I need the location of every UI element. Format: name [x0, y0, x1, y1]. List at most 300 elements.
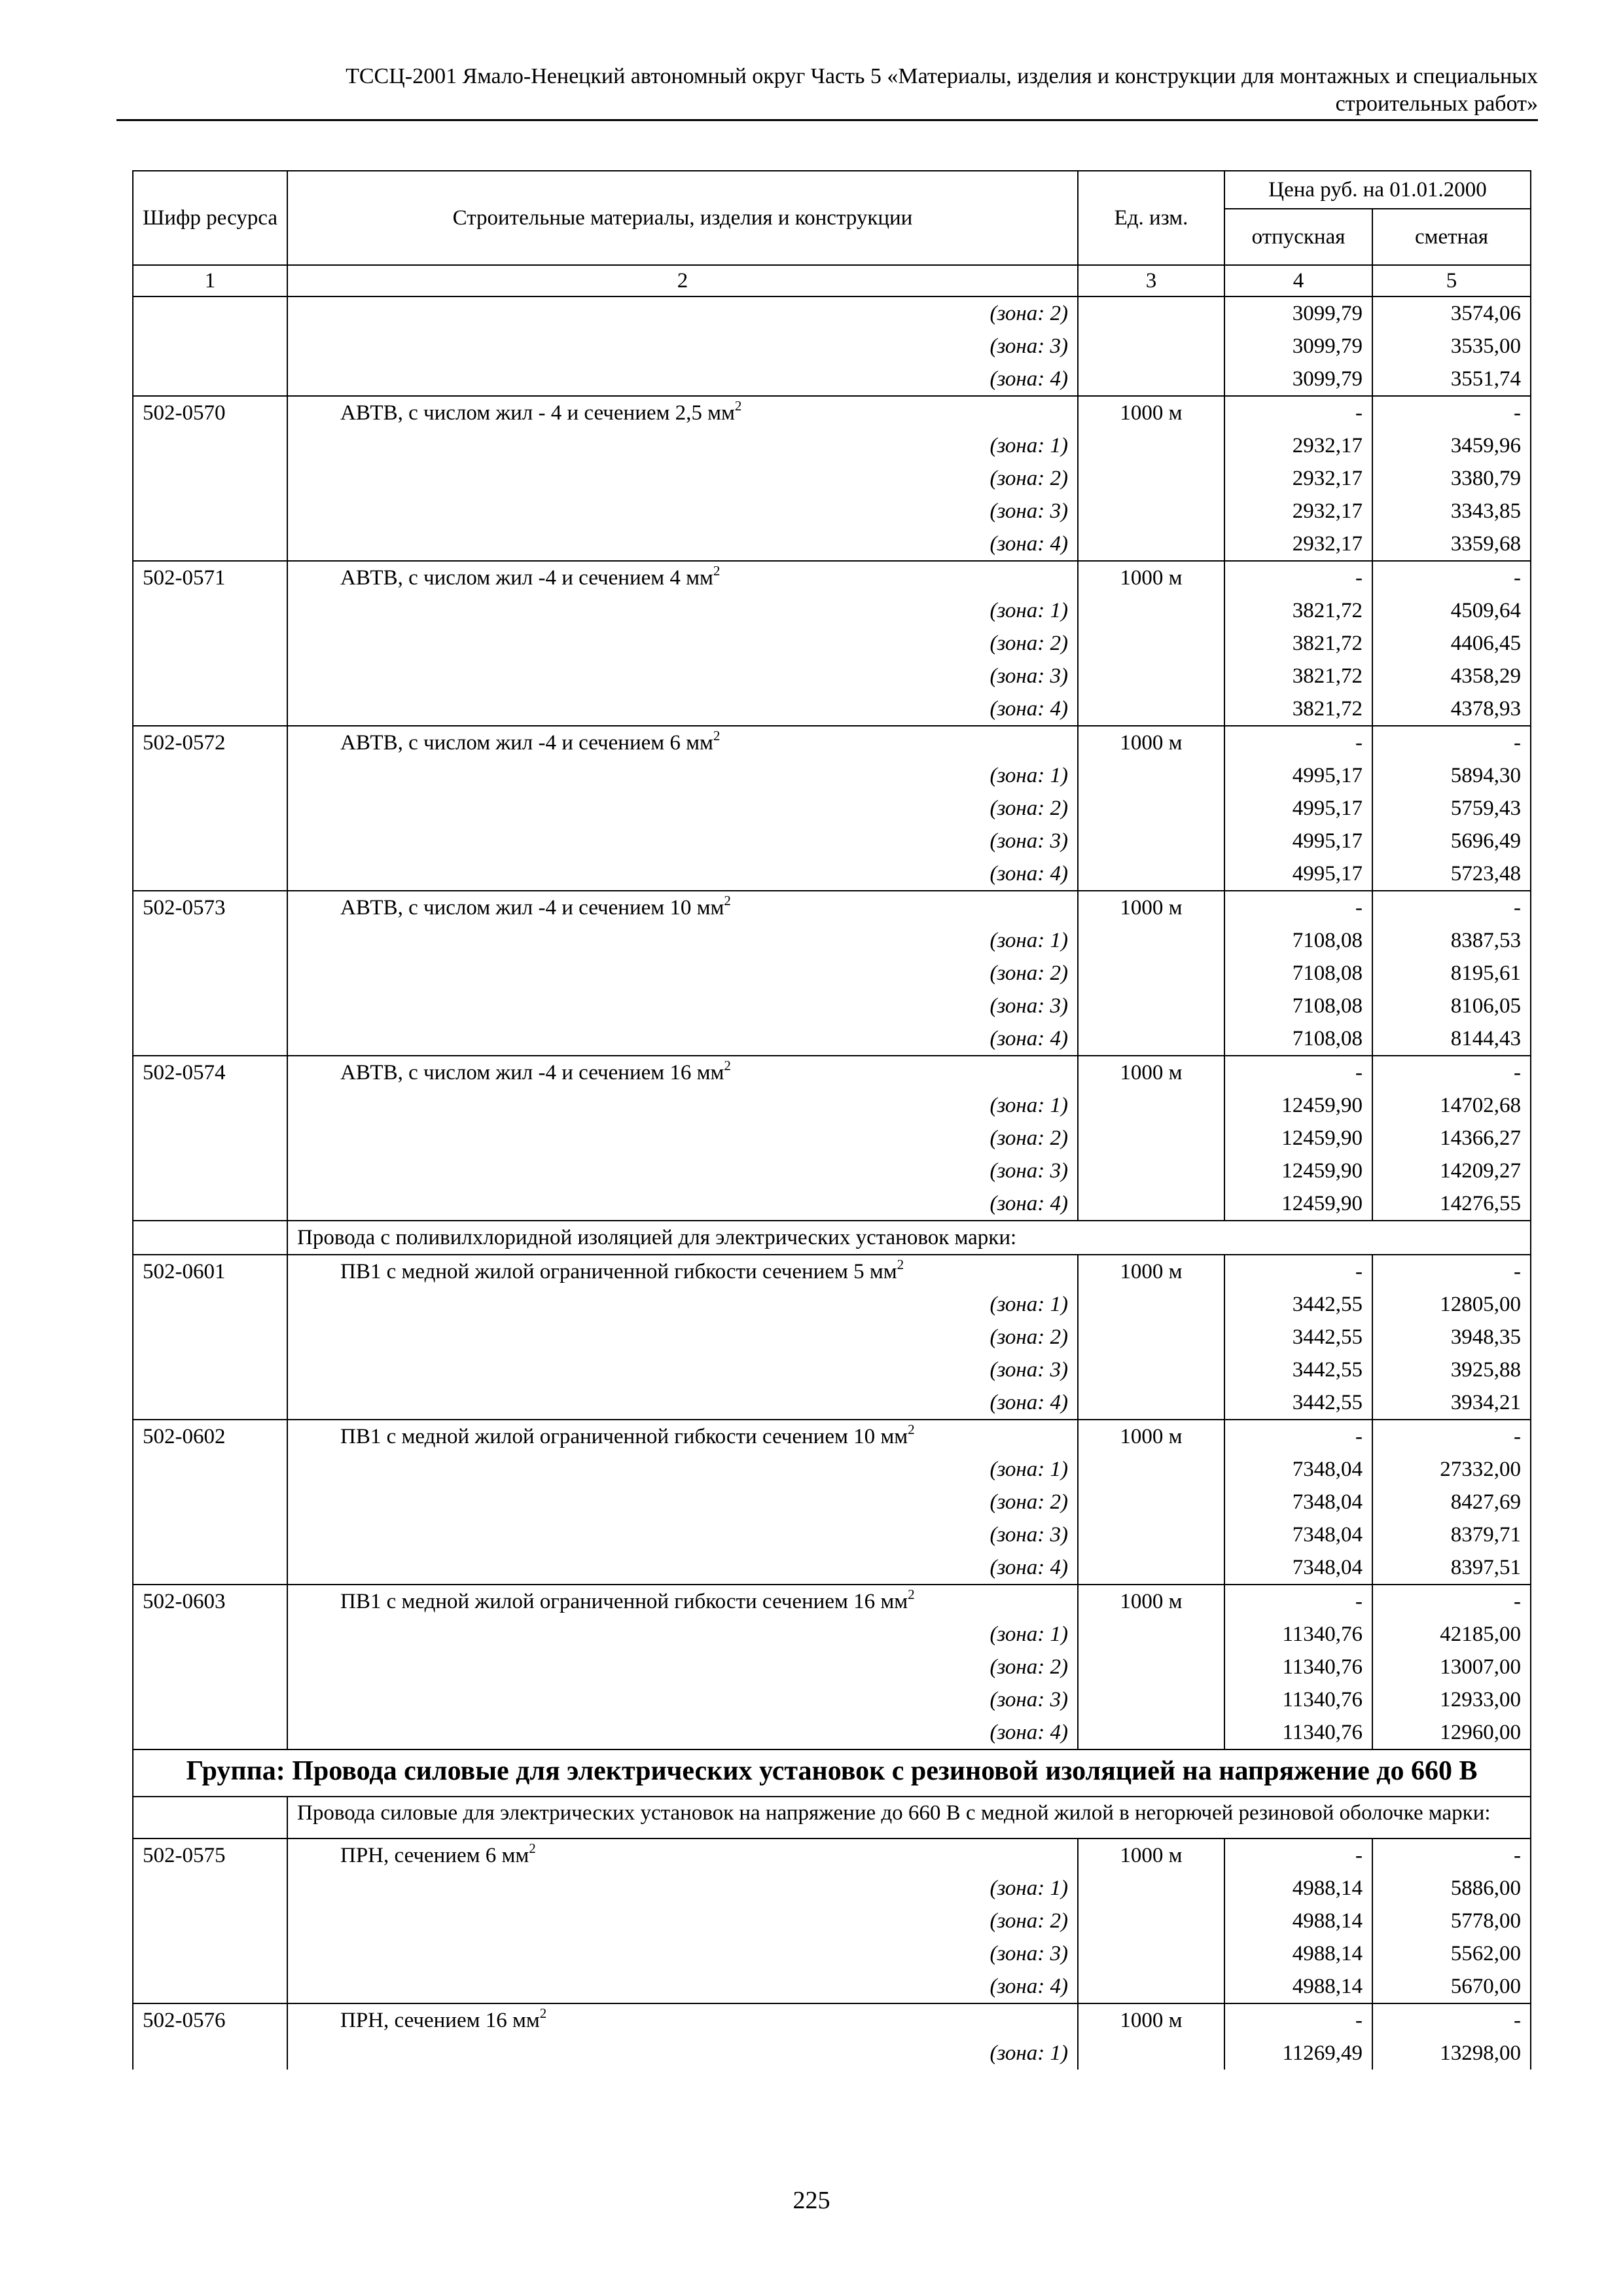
estimate-price: - [1372, 561, 1531, 594]
release-price: 11340,76 [1224, 1651, 1372, 1683]
unit-superscript: 2 [908, 1587, 915, 1602]
release-price: 4995,17 [1224, 857, 1372, 891]
zone-label: (зона: 3) [287, 1937, 1078, 1970]
release-price: - [1224, 2003, 1372, 2037]
group-heading: Группа: Провода силовые для электрических установок с резиновой изоляцией на напряжение до 660 В [133, 1749, 1531, 1797]
estimate-price: 5759,43 [1372, 792, 1531, 825]
release-price: 2932,17 [1224, 462, 1372, 495]
unit-cell-empty [1078, 363, 1224, 396]
estimate-price: - [1372, 1255, 1531, 1288]
zone-label: (зона: 1) [287, 429, 1078, 462]
zone-row [133, 1716, 1531, 1749]
zone-label: (зона: 2) [287, 792, 1078, 825]
release-price: 7108,08 [1224, 1022, 1372, 1056]
release-price: 12459,90 [1224, 1187, 1372, 1221]
zone-label: (зона: 3) [287, 1155, 1078, 1187]
table-header [133, 171, 1531, 296]
code-cell-empty [133, 1551, 287, 1585]
item-row [133, 891, 1531, 924]
header-unit: Ед. изм. [1078, 171, 1224, 265]
page-number: 225 [793, 2187, 830, 2214]
zone-row [133, 1937, 1531, 1970]
unit: 1000 м [1078, 396, 1224, 429]
zone-row [133, 957, 1531, 990]
material-name [287, 396, 1078, 429]
item-row [133, 2003, 1531, 2037]
estimate-price: 14366,27 [1372, 1122, 1531, 1155]
estimate-price: 8144,43 [1372, 1022, 1531, 1056]
unit-cell-empty [1078, 792, 1224, 825]
estimate-price: 5696,49 [1372, 825, 1531, 857]
column-number: 4 [1224, 265, 1372, 296]
release-price: - [1224, 1839, 1372, 1872]
resource-code: 502-0573 [133, 891, 287, 924]
code-cell-empty [133, 825, 287, 857]
estimate-price: 3343,85 [1372, 495, 1531, 528]
code-cell-empty [133, 495, 287, 528]
code-cell-empty [133, 1321, 287, 1354]
material-name-text: ПВ1 с медной жилой ограниченной гибкости сечением 16 мм [340, 1590, 908, 1613]
unit-superscript: 2 [529, 1840, 536, 1856]
estimate-price: - [1372, 2003, 1531, 2037]
code-cell-empty [133, 1022, 287, 1056]
header-code: Шифр ресурса [133, 171, 287, 265]
unit-superscript: 2 [734, 398, 742, 414]
zone-row [133, 1683, 1531, 1716]
release-price: 11340,76 [1224, 1716, 1372, 1749]
release-price: 12459,90 [1224, 1089, 1372, 1122]
zone-row [133, 1354, 1531, 1386]
unit-cell-empty [1078, 528, 1224, 561]
release-price: 3821,72 [1224, 660, 1372, 692]
zone-label: (зона: 3) [287, 1518, 1078, 1551]
release-price: 4988,14 [1224, 1905, 1372, 1937]
zone-row [133, 462, 1531, 495]
release-price: - [1224, 726, 1372, 759]
zone-label: (зона: 3) [287, 495, 1078, 528]
header-name: Строительные материалы, изделия и конструкции [287, 171, 1078, 265]
zone-label: (зона: 1) [287, 1089, 1078, 1122]
code-cell-empty [133, 1453, 287, 1486]
estimate-price: 13007,00 [1372, 1651, 1531, 1683]
release-price: 7348,04 [1224, 1518, 1372, 1551]
resource-code: 502-0576 [133, 2003, 287, 2037]
unit: 1000 м [1078, 1056, 1224, 1089]
code-cell-empty [133, 1651, 287, 1683]
release-price: 4995,17 [1224, 825, 1372, 857]
zone-label: (зона: 4) [287, 1386, 1078, 1420]
material-name-text: АВТВ, с числом жил -4 и сечением 6 мм [340, 731, 713, 755]
estimate-price: 3948,35 [1372, 1321, 1531, 1354]
zone-row [133, 1122, 1531, 1155]
release-price: 7348,04 [1224, 1453, 1372, 1486]
zone-label: (зона: 2) [287, 1122, 1078, 1155]
code-cell-empty [133, 1716, 287, 1749]
zone-row [133, 1288, 1531, 1321]
zone-row [133, 792, 1531, 825]
estimate-price: - [1372, 1056, 1531, 1089]
release-price: 4988,14 [1224, 1872, 1372, 1905]
zone-label: (зона: 1) [287, 2037, 1078, 2070]
code-cell-empty [133, 692, 287, 726]
unit-cell-empty [1078, 330, 1224, 363]
unit-cell-empty [1078, 1122, 1224, 1155]
unit-superscript: 2 [539, 2005, 547, 2021]
material-name [287, 561, 1078, 594]
code-cell-empty [133, 363, 287, 396]
estimate-price: 4358,29 [1372, 660, 1531, 692]
code-cell-empty [133, 1122, 287, 1155]
header-rule [116, 119, 1538, 121]
column-number: 5 [1372, 265, 1531, 296]
zone-row [133, 1905, 1531, 1937]
unit-cell-empty [1078, 857, 1224, 891]
estimate-price: 12805,00 [1372, 1288, 1531, 1321]
zone-row [133, 429, 1531, 462]
subheading-rubber: Провода силовые для электрических установок на напряжение до 660 В с медной жилой в негорючей резиновой оболочке марки: [287, 1797, 1531, 1839]
item-row [133, 1839, 1531, 1872]
zone-row [133, 1486, 1531, 1518]
item-row [133, 1056, 1531, 1089]
unit-cell-empty [1078, 1716, 1224, 1749]
resource-code: 502-0601 [133, 1255, 287, 1288]
item-row [133, 1255, 1531, 1288]
estimate-price: 8397,51 [1372, 1551, 1531, 1585]
estimate-price: - [1372, 1585, 1531, 1618]
unit-cell-empty [1078, 957, 1224, 990]
item-row [133, 1420, 1531, 1453]
code-cell-empty [133, 296, 287, 330]
unit: 1000 м [1078, 1585, 1224, 1618]
item-row [133, 396, 1531, 429]
group-section [133, 1749, 1531, 1839]
zone-label: (зона: 1) [287, 759, 1078, 792]
zone-label: (зона: 2) [287, 1651, 1078, 1683]
release-price: 2932,17 [1224, 528, 1372, 561]
header-price: Цена руб. на 01.01.2000 [1224, 171, 1531, 209]
unit: 1000 м [1078, 561, 1224, 594]
estimate-price: 4378,93 [1372, 692, 1531, 726]
code-cell-empty [133, 330, 287, 363]
unit-superscript: 2 [713, 728, 721, 744]
zone-row [133, 1089, 1531, 1122]
release-price: 3099,79 [1224, 363, 1372, 396]
estimate-price: - [1372, 1839, 1531, 1872]
release-price: 7348,04 [1224, 1551, 1372, 1585]
unit-cell-empty [1078, 1453, 1224, 1486]
unit-superscript: 2 [713, 563, 721, 579]
zone-row [133, 1872, 1531, 1905]
release-price: 3821,72 [1224, 627, 1372, 660]
material-name [287, 1056, 1078, 1089]
zone-row [133, 924, 1531, 957]
zone-row [133, 594, 1531, 627]
unit: 1000 м [1078, 1839, 1224, 1872]
column-number: 2 [287, 265, 1078, 296]
zone-label: (зона: 4) [287, 1187, 1078, 1221]
zone-label: (зона: 1) [287, 1872, 1078, 1905]
zone-label: (зона: 1) [287, 924, 1078, 957]
unit-cell-empty [1078, 1187, 1224, 1221]
estimate-price: 3925,88 [1372, 1354, 1531, 1386]
code-cell-empty [133, 990, 287, 1022]
prn-items [133, 1839, 1531, 2070]
unit-cell-empty [1078, 759, 1224, 792]
unit-cell-empty [1078, 1970, 1224, 2003]
estimate-price: 13298,00 [1372, 2037, 1531, 2070]
estimate-price: - [1372, 1420, 1531, 1453]
subheading-pvc: Провода с поливилхлоридной изоляцией для электрических установок марки: [287, 1221, 1531, 1255]
zone-label: (зона: 3) [287, 1354, 1078, 1386]
code-cell-empty [133, 1618, 287, 1651]
estimate-price: - [1372, 726, 1531, 759]
zone-label: (зона: 4) [287, 1551, 1078, 1585]
zone-label: (зона: 2) [287, 296, 1078, 330]
zone-label: (зона: 4) [287, 363, 1078, 396]
unit-cell-empty [1078, 1321, 1224, 1354]
release-price: 7108,08 [1224, 924, 1372, 957]
estimate-price: 42185,00 [1372, 1618, 1531, 1651]
unit-cell-empty [1078, 1288, 1224, 1321]
release-price: 3442,55 [1224, 1354, 1372, 1386]
zone-label: (зона: 1) [287, 1288, 1078, 1321]
release-price: 11269,49 [1224, 2037, 1372, 2070]
zone-label: (зона: 4) [287, 528, 1078, 561]
resource-code: 502-0571 [133, 561, 287, 594]
estimate-price: 3934,21 [1372, 1386, 1531, 1420]
zone-label: (зона: 2) [287, 1905, 1078, 1937]
zone-label: (зона: 4) [287, 1970, 1078, 2003]
running-header-line-2: строительных работ» [1335, 92, 1538, 116]
release-price: - [1224, 561, 1372, 594]
zone-row [133, 1155, 1531, 1187]
header-estimate-price: сметная [1372, 209, 1531, 265]
release-price: 12459,90 [1224, 1155, 1372, 1187]
unit-cell-empty [1078, 1022, 1224, 1056]
resource-code: 502-0575 [133, 1839, 287, 1872]
material-name-text: АВТВ, с числом жил -4 и сечением 4 мм [340, 566, 713, 590]
code-cell-empty [133, 1288, 287, 1321]
release-price: 11340,76 [1224, 1618, 1372, 1651]
release-price: - [1224, 1585, 1372, 1618]
zone-row [133, 692, 1531, 726]
unit-cell-empty [1078, 1518, 1224, 1551]
code-cell-empty [133, 759, 287, 792]
unit-cell-empty [1078, 594, 1224, 627]
zone-row [133, 1022, 1531, 1056]
release-price: 3442,55 [1224, 1386, 1372, 1420]
unit-superscript: 2 [724, 893, 731, 908]
zone-row [133, 495, 1531, 528]
unit: 1000 м [1078, 726, 1224, 759]
zone-row [133, 363, 1531, 396]
code-cell-empty [133, 1937, 287, 1970]
zone-row [133, 1187, 1531, 1221]
release-price: - [1224, 1056, 1372, 1089]
resource-code: 502-0574 [133, 1056, 287, 1089]
zone-label: (зона: 1) [287, 1618, 1078, 1651]
running-header-line-1: ТССЦ-2001 Ямало-Ненецкий автономный округ Часть 5 «Материалы, изделия и конструкции для монтажных и специальных [346, 64, 1538, 88]
estimate-price: 8379,71 [1372, 1518, 1531, 1551]
material-name [287, 726, 1078, 759]
release-price: 4995,17 [1224, 792, 1372, 825]
estimate-price: 3359,68 [1372, 528, 1531, 561]
estimate-price: 3459,96 [1372, 429, 1531, 462]
code-cell-empty [133, 1518, 287, 1551]
code-cell-empty [133, 462, 287, 495]
zone-row [133, 2037, 1531, 2070]
column-number: 1 [133, 265, 287, 296]
unit-cell-empty [1078, 1386, 1224, 1420]
release-price: 12459,90 [1224, 1122, 1372, 1155]
zone-row [133, 1453, 1531, 1486]
code-cell-empty [133, 1683, 287, 1716]
zone-row [133, 296, 1531, 330]
estimate-price: 3574,06 [1372, 296, 1531, 330]
unit-cell-empty [1078, 990, 1224, 1022]
zone-row [133, 1618, 1531, 1651]
estimate-price: 5723,48 [1372, 857, 1531, 891]
estimate-price: 4509,64 [1372, 594, 1531, 627]
release-price: 3442,55 [1224, 1288, 1372, 1321]
material-name-text: АВТВ, с числом жил -4 и сечением 10 мм [340, 896, 724, 920]
code-cell-empty [133, 660, 287, 692]
unit: 1000 м [1078, 1255, 1224, 1288]
zone-label: (зона: 1) [287, 1453, 1078, 1486]
estimate-price: 3380,79 [1372, 462, 1531, 495]
zone-row [133, 825, 1531, 857]
estimate-price: 5894,30 [1372, 759, 1531, 792]
zone-label: (зона: 2) [287, 462, 1078, 495]
item-row [133, 1585, 1531, 1618]
code-cell-empty [133, 594, 287, 627]
header-release-price: отпускная [1224, 209, 1372, 265]
resource-code: 502-0570 [133, 396, 287, 429]
estimate-price: 8106,05 [1372, 990, 1531, 1022]
code-cell-empty [133, 1354, 287, 1386]
zone-label: (зона: 1) [287, 594, 1078, 627]
zone-label: (зона: 2) [287, 1321, 1078, 1354]
material-name-text: ПВ1 с медной жилой ограниченной гибкости сечением 5 мм [340, 1260, 897, 1283]
zone-row [133, 528, 1531, 561]
material-name-text: ПРН, сечением 6 мм [340, 1844, 529, 1867]
zone-row [133, 1551, 1531, 1585]
unit-cell-empty [1078, 1486, 1224, 1518]
estimate-price: 3535,00 [1372, 330, 1531, 363]
zone-row [133, 1651, 1531, 1683]
zone-row [133, 990, 1531, 1022]
material-name-text: ПВ1 с медной жилой ограниченной гибкости сечением 10 мм [340, 1425, 908, 1448]
estimate-price: - [1372, 396, 1531, 429]
item-row [133, 561, 1531, 594]
zone-label: (зона: 4) [287, 1716, 1078, 1749]
material-name [287, 891, 1078, 924]
release-price: 7348,04 [1224, 1486, 1372, 1518]
zone-label: (зона: 2) [287, 1486, 1078, 1518]
release-price: 2932,17 [1224, 429, 1372, 462]
zone-row [133, 759, 1531, 792]
unit-cell-empty [1078, 1354, 1224, 1386]
avtv-items [133, 396, 1531, 1221]
pvc-subheading-section [133, 1221, 1531, 1255]
code-cell-empty [133, 627, 287, 660]
zone-row [133, 1518, 1531, 1551]
zone-label: (зона: 2) [287, 627, 1078, 660]
resource-code: 502-0602 [133, 1420, 287, 1453]
material-name-text: АВТВ, с числом жил - 4 и сечением 2,5 мм [340, 401, 735, 425]
release-price: - [1224, 396, 1372, 429]
code-cell-empty [133, 1486, 287, 1518]
code-cell-empty [133, 924, 287, 957]
estimate-price: 5886,00 [1372, 1872, 1531, 1905]
release-price: 4988,14 [1224, 1970, 1372, 2003]
release-price: - [1224, 1255, 1372, 1288]
column-number: 3 [1078, 265, 1224, 296]
unit-cell-empty [1078, 2037, 1224, 2070]
unit-cell-empty [1078, 1651, 1224, 1683]
estimate-price: 14209,27 [1372, 1155, 1531, 1187]
item-row [133, 726, 1531, 759]
material-name-text: ПРН, сечением 16 мм [340, 2009, 540, 2032]
zone-label: (зона: 3) [287, 990, 1078, 1022]
release-price: 4988,14 [1224, 1937, 1372, 1970]
release-price: - [1224, 891, 1372, 924]
unit-cell-empty [1078, 495, 1224, 528]
estimate-price: 4406,45 [1372, 627, 1531, 660]
unit-superscript: 2 [897, 1257, 904, 1272]
price-table [132, 170, 1531, 2070]
estimate-price: 5562,00 [1372, 1937, 1531, 1970]
code-cell-empty [133, 429, 287, 462]
code-cell-empty [133, 1089, 287, 1122]
estimate-price: 8427,69 [1372, 1486, 1531, 1518]
zone-label: (зона: 2) [287, 957, 1078, 990]
unit-cell-empty [1078, 429, 1224, 462]
unit-cell-empty [1078, 462, 1224, 495]
release-price: 3099,79 [1224, 296, 1372, 330]
unit-superscript: 2 [908, 1422, 915, 1437]
zone-label: (зона: 3) [287, 825, 1078, 857]
zone-label: (зона: 3) [287, 330, 1078, 363]
resource-code: 502-0603 [133, 1585, 287, 1618]
code-cell-empty [133, 2037, 287, 2070]
unit-cell-empty [1078, 924, 1224, 957]
code-cell-empty [133, 792, 287, 825]
release-price: - [1224, 1420, 1372, 1453]
zone-row [133, 857, 1531, 891]
estimate-price: 8387,53 [1372, 924, 1531, 957]
estimate-price: 5670,00 [1372, 1970, 1531, 2003]
estimate-price: 14276,55 [1372, 1187, 1531, 1221]
unit-cell-empty [1078, 692, 1224, 726]
zone-row [133, 330, 1531, 363]
unit-cell-empty [1078, 825, 1224, 857]
estimate-price: 27332,00 [1372, 1453, 1531, 1486]
zone-row [133, 1386, 1531, 1420]
unit-superscript: 2 [724, 1058, 731, 1073]
release-price: 3821,72 [1224, 594, 1372, 627]
unit-cell-empty [1078, 1155, 1224, 1187]
zone-row [133, 627, 1531, 660]
resource-code: 502-0572 [133, 726, 287, 759]
pv1-items [133, 1255, 1531, 1749]
running-header [116, 63, 1538, 118]
unit-cell-empty [1078, 1905, 1224, 1937]
zone-row [133, 1321, 1531, 1354]
unit-cell-empty [1078, 1683, 1224, 1716]
release-price: 11340,76 [1224, 1683, 1372, 1716]
unit-cell-empty [1078, 660, 1224, 692]
